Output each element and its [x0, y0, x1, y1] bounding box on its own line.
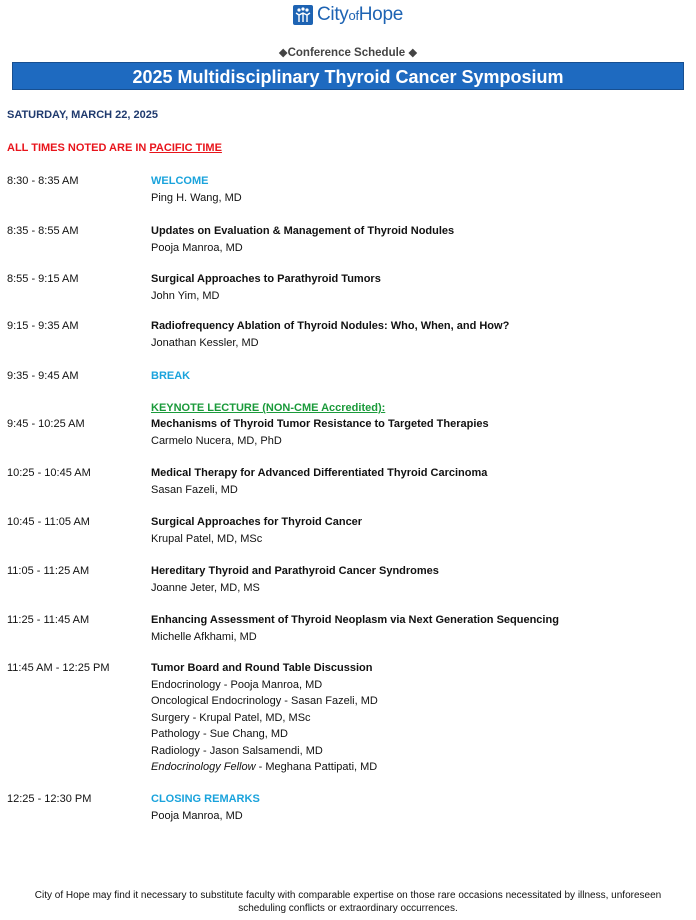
- session-title: Radiofrequency Ablation of Thyroid Nodules: Who, When, and How?: [151, 320, 510, 332]
- session-title: Medical Therapy for Advanced Differentiated Thyroid Carcinoma: [151, 467, 488, 479]
- session-title: Mechanisms of Thyroid Tumor Resistance to Targeted Therapies: [151, 418, 489, 430]
- session-speaker: Krupal Patel, MD, MSc: [151, 532, 263, 545]
- panelist: Surgery - Krupal Patel, MD, MSc: [151, 711, 311, 724]
- fellow-role: Endocrinology Fellow: [151, 761, 256, 773]
- panelist: Oncological Endocrinology - Sasan Fazeli, MD: [151, 695, 378, 707]
- session-title: Surgical Approaches for Thyroid Cancer: [151, 516, 363, 528]
- session-title: BREAK: [151, 370, 191, 382]
- session-speaker: Pooja Manroa, MD: [151, 809, 243, 822]
- session-time: 11:45 AM - 12:25 PM: [7, 662, 110, 674]
- session-time: 10:25 - 10:45 AM: [7, 467, 91, 479]
- session-time: 12:25 - 12:30 PM: [7, 793, 92, 805]
- fellow-name: - Meghana Pattipati, MD: [255, 761, 378, 773]
- session-time: 8:35 - 8:55 AM: [7, 225, 79, 237]
- panelist: Pathology - Sue Chang, MD: [151, 728, 288, 740]
- session-time: 8:30 - 8:35 AM: [7, 175, 79, 187]
- session-title: Tumor Board and Round Table Discussion: [151, 662, 373, 674]
- session-time: 9:35 - 9:45 AM: [7, 370, 79, 382]
- session-time: 11:25 - 11:45 AM: [7, 614, 90, 626]
- session-speaker: Pooja Manroa, MD: [151, 241, 243, 254]
- session-title: Updates on Evaluation & Management of Thyroid Nodules: [151, 225, 455, 237]
- session-title: Surgical Approaches to Parathyroid Tumors: [151, 273, 381, 285]
- event-date: SATURDAY, MARCH 22, 2025: [7, 109, 158, 121]
- session-title: WELCOME: [151, 175, 209, 187]
- keynote-label: KEYNOTE LECTURE (NON-CME Accredited):: [151, 402, 386, 414]
- symposium-title: 2025 Multidisciplinary Thyroid Cancer Symposium: [12, 62, 684, 90]
- session-time: 10:45 - 11:05 AM: [7, 516, 90, 528]
- footer-disclaimer: [0, 889, 696, 915]
- session-title: Hereditary Thyroid and Parathyroid Cancer Syndromes: [151, 565, 439, 577]
- session-title: CLOSING REMARKS: [151, 793, 260, 805]
- session-title: Enhancing Assessment of Thyroid Neoplasm via Next Generation Sequencing: [151, 614, 559, 626]
- city-of-hope-logo-icon: [293, 5, 313, 25]
- panelist-fellow: [151, 759, 687, 776]
- session-speaker: Joanne Jeter, MD, MS: [151, 581, 260, 594]
- timezone-notice: ALL TIMES NOTED ARE IN PACIFIC TIME: [7, 142, 222, 154]
- session-speaker: John Yim, MD: [151, 289, 220, 302]
- footer-line: City of Hope may find it necessary to substitute faculty with comparable expertise on those rare occasions necessitated by illness, unforeseen: [34, 890, 662, 901]
- session-time: 11:05 - 11:25 AM: [7, 565, 90, 577]
- panelist: Radiology - Jason Salsamendi, MD: [151, 744, 323, 757]
- session-speaker: Jonathan Kessler, MD: [151, 336, 259, 349]
- session-speaker: Ping H. Wang, MD: [151, 191, 242, 204]
- session-speaker: Sasan Fazeli, MD: [151, 483, 238, 496]
- session-time: 9:15 - 9:35 AM: [7, 320, 79, 332]
- panelist: Endocrinology - Pooja Manroa, MD: [151, 678, 323, 691]
- conference-schedule-label: ◆Conference Schedule ◆: [278, 47, 418, 59]
- session-speaker: Michelle Afkhami, MD: [151, 630, 257, 643]
- logo-text: CityofHope: [316, 4, 403, 25]
- footer-line: scheduling conflicts or extraordinary occurrences.: [238, 903, 458, 914]
- session-time: 8:55 - 9:15 AM: [7, 273, 79, 285]
- session-speaker: Carmelo Nucera, MD, PhD: [151, 434, 282, 447]
- logo: [0, 4, 696, 30]
- session-time: 9:45 - 10:25 AM: [7, 418, 85, 430]
